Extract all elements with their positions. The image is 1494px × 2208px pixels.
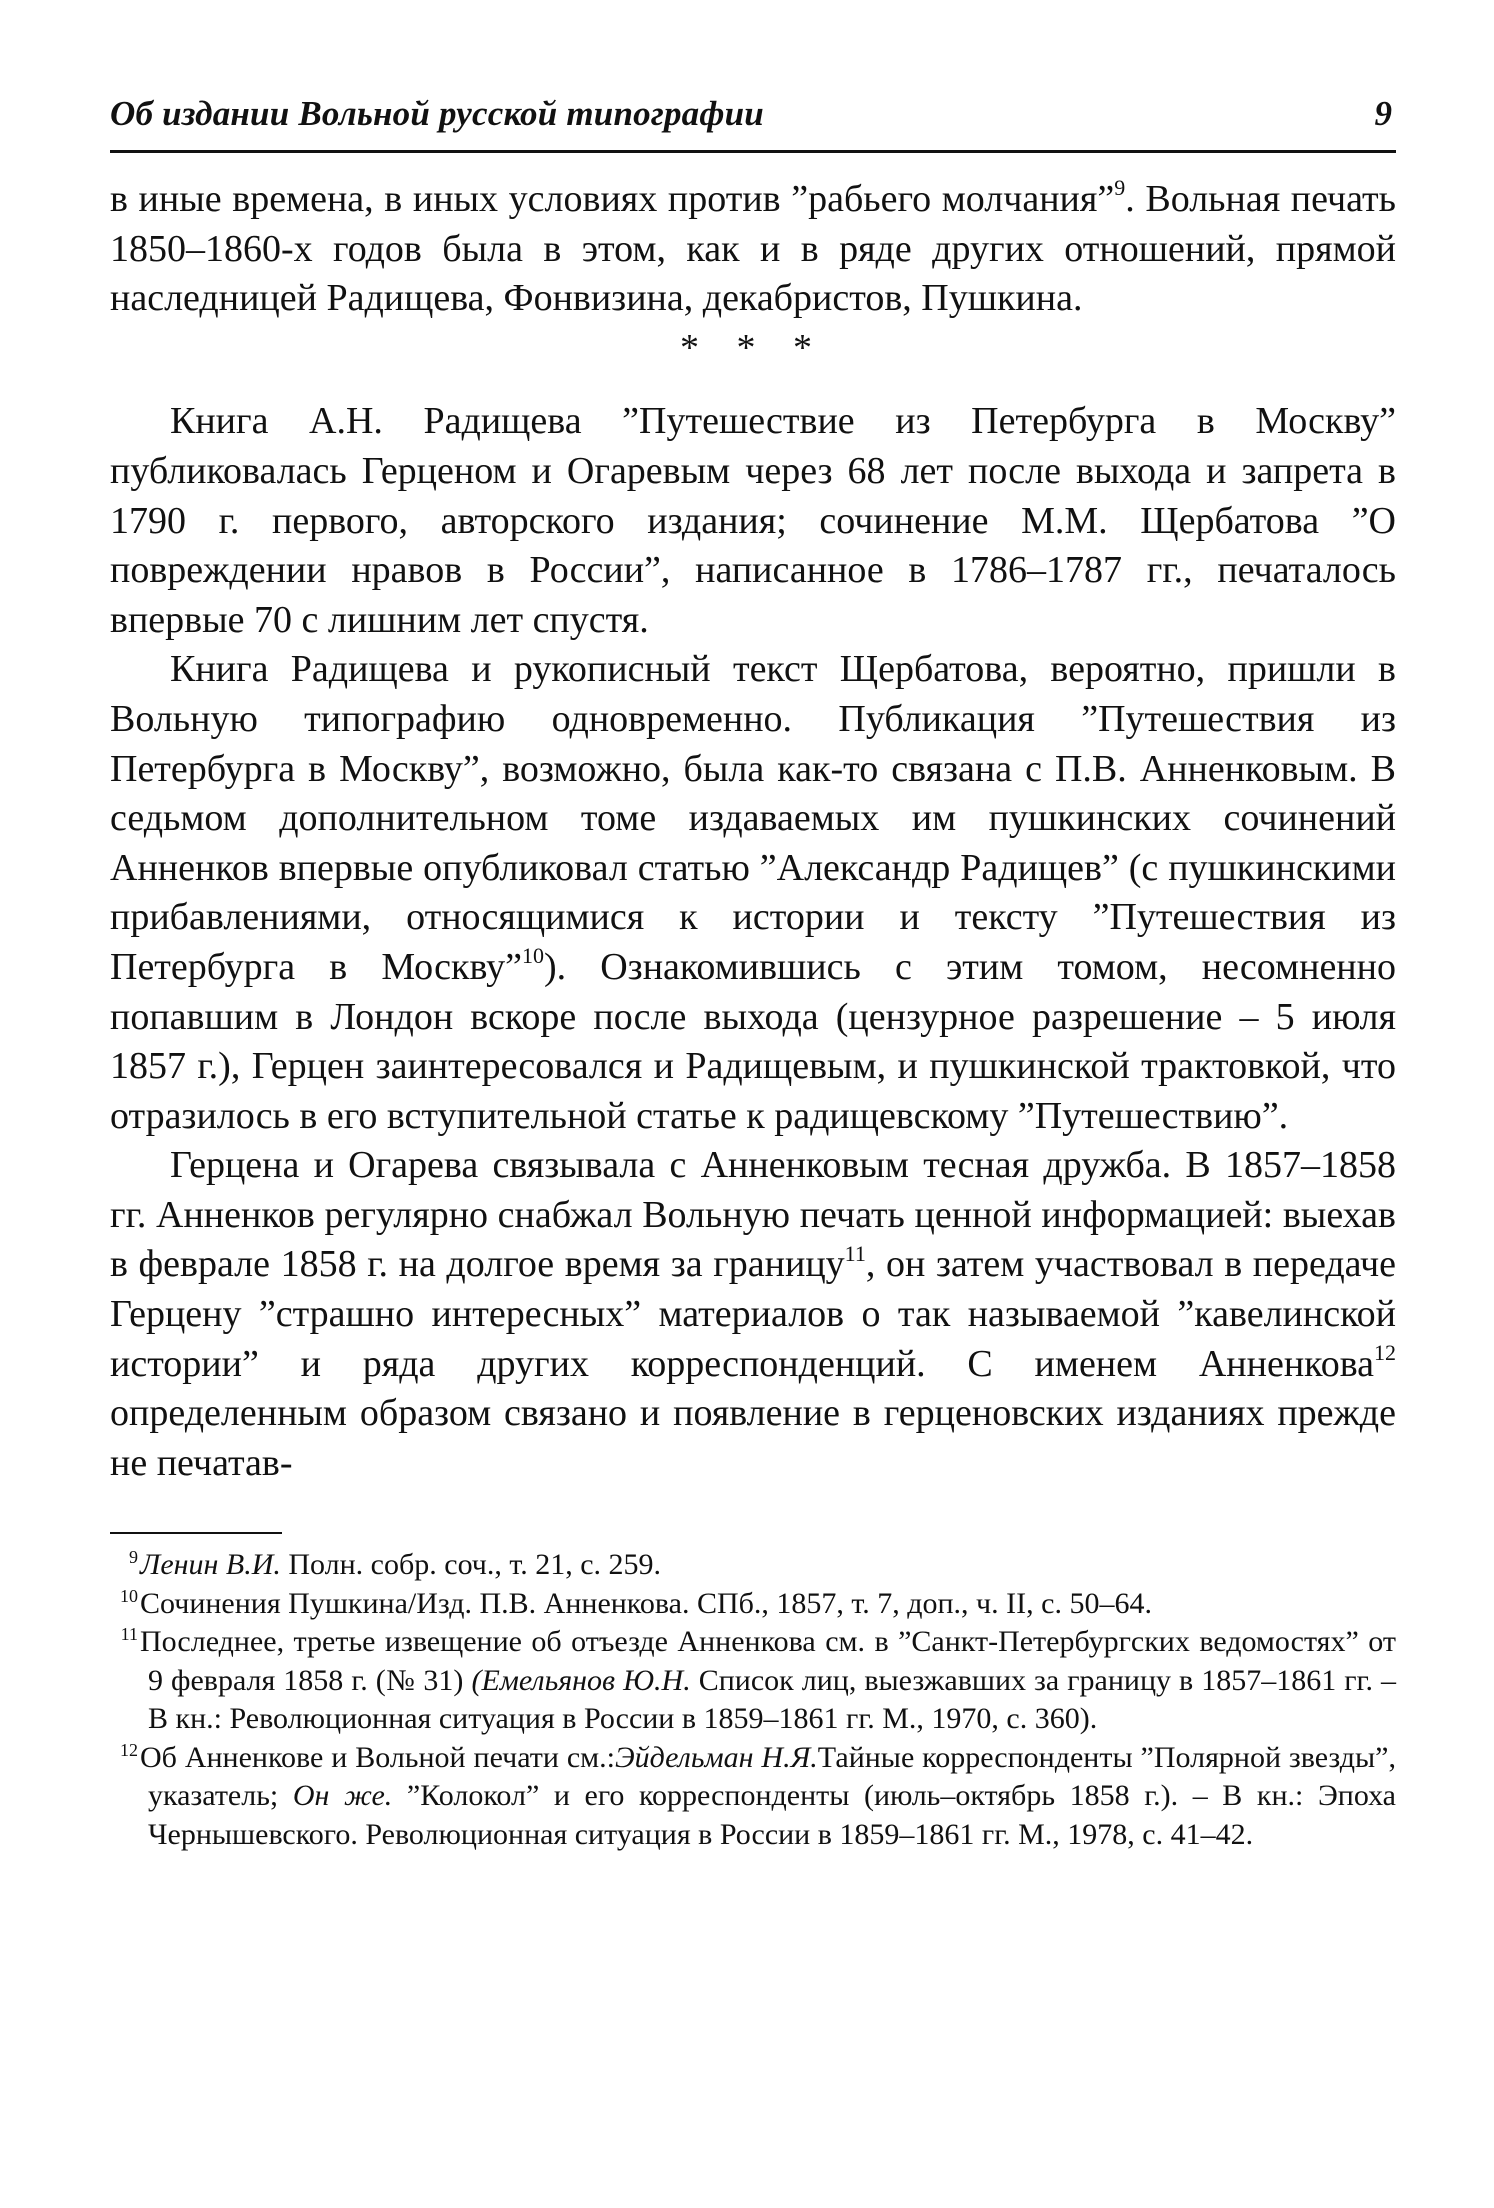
running-header [110, 88, 1396, 153]
footnotes [110, 1546, 1396, 1854]
footnote-12: 12Об Анненкове и Вольной печати см.:Эйдельман Н.Я.Тайные корреспонденты ”Полярной звезды”, указатель; Он же. ”Колокол” и его корреспонденты (июль–октябрь 1858 г.). – В кн.: Эпоха Чернышевского. Революционная ситуация в России в 1859–1861 гг. М., 1978, с. 41–42. [120, 1739, 1396, 1851]
footnote-10: 10Сочинения Пушкина/Изд. П.В. Анненкова. СПб., 1857, т. 7, доп., ч. II, с. 50–64. [120, 1585, 1152, 1620]
running-title: Об издании Вольной русской типографии [110, 94, 764, 133]
section-separator: * * * [680, 326, 826, 369]
paragraph-1: в иные времена, в иных условиях против ”рабьего молчания”$^9$. Вольная печать 1850–1860-х годов была в этом, как и в ряде других отношений, прямой наследницей Радищева, Фонвизина, декабристов, Пушкина. [110, 175, 1396, 320]
footnote-11: 11Последнее, третье извещение об отъезде Анненкова см. в ”Санкт-Петербургских ведомостях” от 9 февраля 1858 г. (№ 31) (Емельянов Ю.Н. Список лиц, выезжавших за границу в 1857–1861 гг. – В кн.: Революционная ситуация в России в 1859–1861 гг. М., 1970, с. 360). [120, 1624, 1396, 1736]
footnote-ref-9: 9 [1114, 175, 1126, 201]
paragraph-2: Книга А.Н. Радищева ”Путешествие из Петербурга в Москву” публиковалась Герценом и Огаревым через 68 лет после выхода и запрета в 1790 г. первого, авторского издания; сочинение М.М. Щербатова ”О повреждении нравов в России”, написанное в 1786–1787 гг., печаталось впервые 70 с лишним лет спустя. [110, 400, 1396, 641]
book-page [110, 88, 1396, 2168]
footnote-ref-10: 10 [521, 943, 544, 969]
footnote-9: 9Ленин В.И. Полн. собр. соч., т. 21, с. 259. [129, 1547, 662, 1582]
paragraph-4: Герцена и Огарева связывала с Анненковым тесная дружба. В 1857–1858 гг. Анненков регулярно снабжал Вольную печать ценной информацией: выехав в феврале 1858 г. на долгое время за границу$^{11}$, он затем участвовал в передаче Герцену ”страшно интересных” материалов о так называемой ”кавелинской истории” и ряда других корреспонденций. С именем Анненкова$^{12}$ определенным образом связано и появление в герценовских изданиях прежде не печатав- [110, 1144, 1397, 1484]
footnote-ref-12: 12 [1374, 1340, 1396, 1365]
footnote-divider [110, 1532, 282, 1534]
footnote-ref-11: 11 [844, 1240, 866, 1266]
main-text [110, 175, 1396, 1488]
paragraph-3: Книга Радищева и рукописный текст Щербатова, вероятно, пришли в Вольную типографию одновременно. Публикация ”Путешествия из Петербурга в Москву”, возможно, была как-то связана с П.В. Анненковым. В седьмом дополнительном томе издаваемых им пушкинских сочинений Анненков впервые опубликовал статью ”Александр Радищев” (с пушкинскими прибавлениями, относящимися к истории и тексту ”Путешествия из Петербурга в Москву”$^{10}$). Ознакомившись с этим томом, несомненно попавшим в Лондон вскоре после выхода (цензурное разрешение – 5 июля 1857 г.), Герцен заинтересовался и Радищевым, и пушкинской трактовкой, что отразилось в его вступительной статье к радищевскому ”Путешествию”. [110, 648, 1396, 1137]
page-number: 9 [1374, 94, 1392, 133]
